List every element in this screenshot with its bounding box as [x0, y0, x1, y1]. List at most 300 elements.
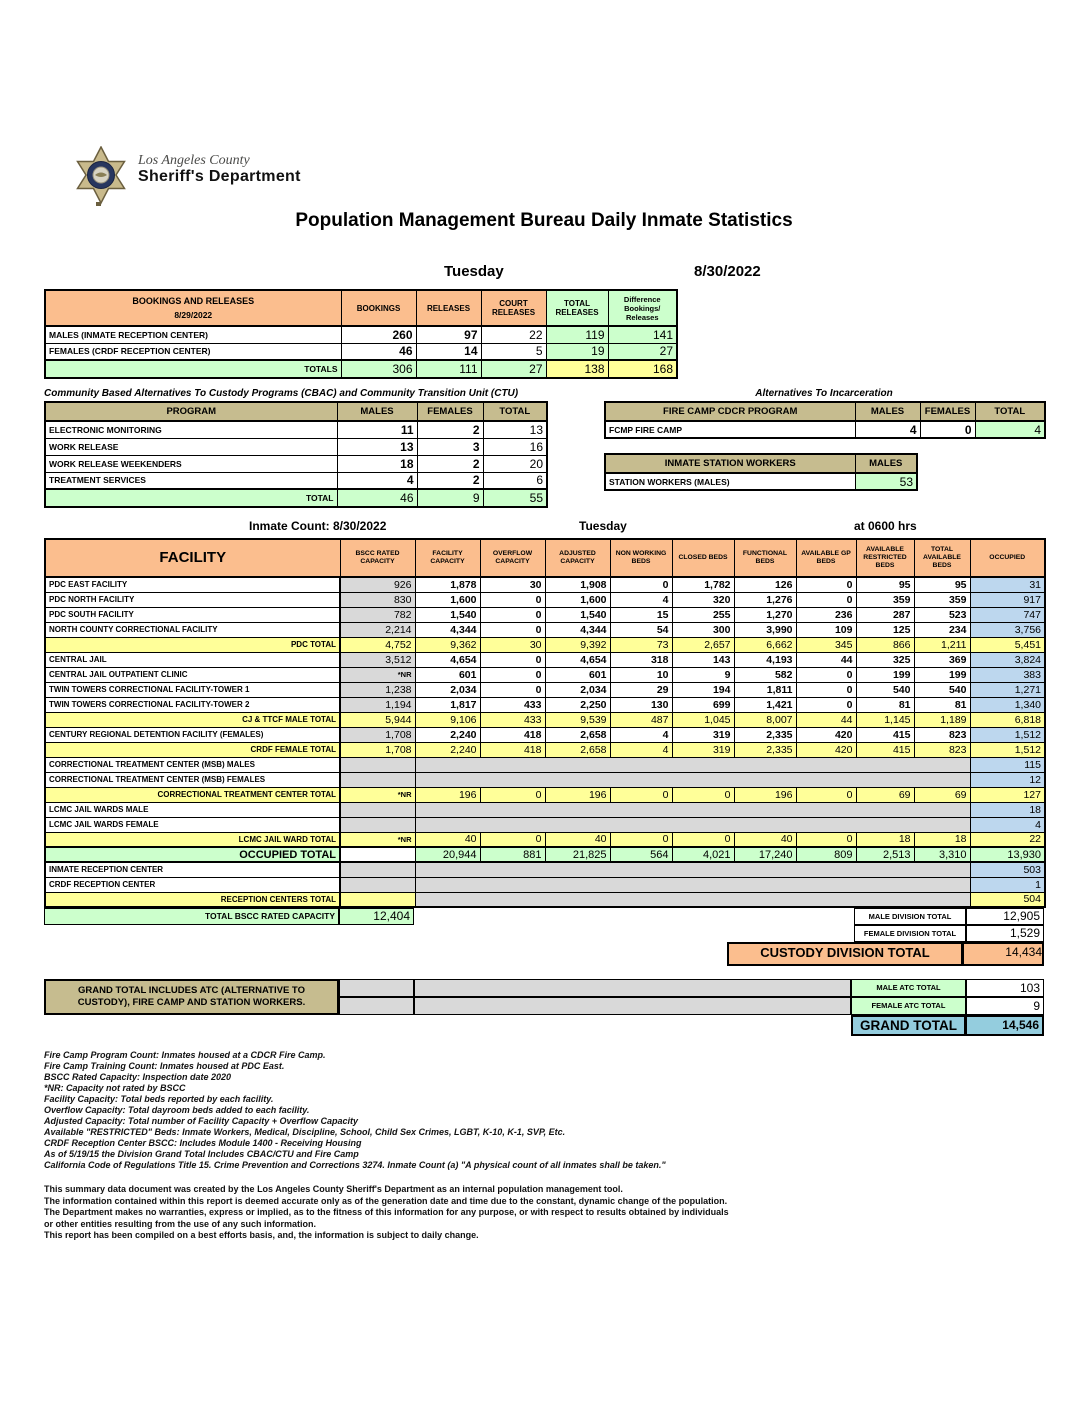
- facility-subtotal-cell: 69: [914, 787, 970, 802]
- facility-subtotal-cell: 1,145: [856, 712, 914, 727]
- facility-row: [45, 757, 1045, 772]
- facility-total-cell: 21,825: [545, 847, 610, 862]
- facility-merged-cell: [415, 802, 970, 817]
- facility-subtotal-row: [45, 712, 1045, 727]
- facility-subtotal-cell: 44: [796, 712, 856, 727]
- disclaimer-line: This summary data document was created by the Los Angeles County Sheriff's Department as an internal population management tool.: [44, 1184, 623, 1194]
- facility-cell: 0: [480, 682, 545, 697]
- facility-merged-cell: [415, 862, 970, 877]
- facility-cell: 4: [610, 592, 672, 607]
- facility-cell: 0: [796, 682, 856, 697]
- bookings-cell: 19: [546, 343, 608, 360]
- footnotes: [44, 1050, 1044, 1171]
- station-workers-label: STATION WORKERS (MALES): [605, 473, 855, 490]
- inmate-count-time: at 0600 hrs: [854, 519, 917, 533]
- facility-cell: 81: [856, 697, 914, 712]
- facility-header-row: [45, 539, 1045, 577]
- facility-cell: 601: [545, 667, 610, 682]
- facility-subtotal-cell: 0: [480, 832, 545, 847]
- facility-cell: 1,271: [970, 682, 1045, 697]
- facility-name: PDC SOUTH FACILITY: [45, 607, 340, 622]
- bookings-cell: 119: [546, 326, 608, 343]
- cbac-row: [45, 421, 547, 438]
- facility-total-cell: 2,513: [856, 847, 914, 862]
- facility-subtotal-cell: 40: [734, 832, 796, 847]
- facility-name: NORTH COUNTY CORRECTIONAL FACILITY: [45, 622, 340, 637]
- facility-subtotal-cell: 196: [415, 787, 480, 802]
- facility-cell: 1,811: [734, 682, 796, 697]
- cbac-cell: 13: [483, 421, 547, 438]
- facility-subtotal-cell: 4: [610, 742, 672, 757]
- cbac-cell: 13: [337, 438, 417, 455]
- bookings-cell: 5: [481, 343, 546, 360]
- facility-cell: 0: [480, 607, 545, 622]
- facility-name: PDC EAST FACILITY: [45, 577, 340, 592]
- facility-row: [45, 577, 1045, 592]
- col-females: FEMALES: [920, 402, 975, 421]
- facility-subtotal-cell: 8,007: [734, 712, 796, 727]
- facility-subtotal-cell: *NR: [340, 787, 415, 802]
- facility-cell: 300: [672, 622, 734, 637]
- cbac-header-row: [45, 402, 547, 421]
- grand-total-value: 14,546: [966, 1015, 1044, 1036]
- cbac-cell: 18: [337, 455, 417, 472]
- facility-cell: 54: [610, 622, 672, 637]
- facility-subtotal-row: [45, 892, 1045, 907]
- facility-row: [45, 862, 1045, 877]
- cbac-total-row: [45, 489, 547, 507]
- female-atc-total-value: 9: [966, 997, 1044, 1015]
- facility-cell: 4,193: [734, 652, 796, 667]
- facility-subtotal-cell: 22: [970, 832, 1045, 847]
- facility-cell: 1,708: [340, 727, 415, 742]
- facility-cell: 415: [856, 727, 914, 742]
- sheriff-badge-icon: [72, 146, 130, 208]
- facility-cell: 2,034: [545, 682, 610, 697]
- facility-cell: 420: [796, 727, 856, 742]
- facility-cell: 369: [914, 652, 970, 667]
- grand-total-label: GRAND TOTAL: [851, 1015, 966, 1036]
- facility-cell: 523: [914, 607, 970, 622]
- facility-cell: [340, 757, 415, 772]
- bscc-capacity-row: [44, 908, 1044, 925]
- col-functional-beds: FUNCTIONAL BEDS: [734, 539, 796, 577]
- facility-total-label: OCCUPIED TOTAL: [45, 847, 340, 862]
- col-facility: FACILITY: [45, 539, 340, 577]
- facility-cell: 287: [856, 607, 914, 622]
- fire-camp-total: 4: [975, 421, 1045, 438]
- spacer: [414, 908, 854, 925]
- footnote-line: Fire Camp Training Count: Inmates housed at PDC East.: [44, 1061, 285, 1071]
- cbac-cell: 6: [483, 472, 547, 489]
- cbac-cell: 4: [337, 472, 417, 489]
- female-atc-total-label: FEMALE ATC TOTAL: [851, 997, 966, 1015]
- facility-cell: 3,512: [340, 652, 415, 667]
- facility-cell: 433: [480, 697, 545, 712]
- cbac-cell: 2: [417, 421, 483, 438]
- facility-total-cell: 881: [480, 847, 545, 862]
- agency-county-text: Los Angeles County: [138, 153, 250, 168]
- facility-cell: 0: [796, 697, 856, 712]
- bookings-section: [44, 289, 678, 379]
- facility-cell: 1,276: [734, 592, 796, 607]
- facility-name: INMATE RECEPTION CENTER: [45, 862, 340, 877]
- facility-cell: 3,756: [970, 622, 1045, 637]
- cbac-cell: 11: [337, 421, 417, 438]
- facility-cell: 0: [796, 577, 856, 592]
- facility-row: [45, 697, 1045, 712]
- grand-total-note-line1: GRAND TOTAL INCLUDES ATC (ALTERNATIVE TO: [78, 985, 305, 997]
- facility-subtotal-label: CRDF FEMALE TOTAL: [45, 742, 340, 757]
- footnote-line: Available "RESTRICTED" Beds: Inmate Workers, Medical, Discipline, School, Child Sex Crimes, LGBT, K-10, K-1, SVP, Etc.: [44, 1127, 566, 1137]
- female-division-total-value: 1,529: [966, 925, 1044, 942]
- facility-subtotal-cell: 69: [856, 787, 914, 802]
- cbac-row: [45, 455, 547, 472]
- bookings-total-cell: 306: [341, 360, 416, 378]
- facility-cell: 2,034: [415, 682, 480, 697]
- facility-cell: 1,782: [672, 577, 734, 592]
- custody-division-row: [44, 942, 1044, 966]
- custody-division-total-value: 14,434: [963, 942, 1044, 966]
- cbac-program-label: ELECTRONIC MONITORING: [45, 421, 337, 438]
- facility-subtotal-cell: 415: [856, 742, 914, 757]
- facility-name: CENTRAL JAIL: [45, 652, 340, 667]
- bookings-cell: 22: [481, 326, 546, 343]
- col-facility-capacity: FACILITY CAPACITY: [415, 539, 480, 577]
- facility-subtotal-label: LCMC JAIL WARD TOTAL: [45, 832, 340, 847]
- facility-subtotal-label: CJ & TTCF MALE TOTAL: [45, 712, 340, 727]
- facility-cell: 194: [672, 682, 734, 697]
- facility-subtotal-cell: 30: [480, 637, 545, 652]
- facility-subtotal-cell: 823: [914, 742, 970, 757]
- facility-total-cell: 564: [610, 847, 672, 862]
- facility-cell: 4,654: [415, 652, 480, 667]
- bookings-title: BOOKINGS AND RELEASES: [132, 296, 255, 306]
- facility-occupied-cell: 18: [970, 802, 1045, 817]
- cbac-total-label: TOTAL: [45, 489, 337, 507]
- facility-merged-cell: [415, 757, 970, 772]
- facility-cell: 126: [734, 577, 796, 592]
- facility-cell: 319: [672, 727, 734, 742]
- facility-cell: 1,540: [545, 607, 610, 622]
- facility-name: CORRECTIONAL TREATMENT CENTER (MSB) FEMALES: [45, 772, 340, 787]
- facility-cell: 95: [914, 577, 970, 592]
- inmate-count-day: Tuesday: [579, 519, 627, 533]
- facility-subtotal-cell: 0: [480, 787, 545, 802]
- facility-name: TWIN TOWERS CORRECTIONAL FACILITY-TOWER 2: [45, 697, 340, 712]
- spacer: [44, 925, 854, 942]
- facility-total-cell: 13,930: [970, 847, 1045, 862]
- facility-subtotal-label: PDC TOTAL: [45, 637, 340, 652]
- facility-merged-cell: [415, 817, 970, 832]
- fire-camp-table: [604, 401, 1046, 439]
- grand-gray-span: [414, 997, 851, 1015]
- facility-cell: 4,344: [545, 622, 610, 637]
- facility-total-cell: 3,310: [914, 847, 970, 862]
- bscc-capacity-value: 12,404: [339, 908, 414, 925]
- facility-cell: 0: [480, 652, 545, 667]
- facility-occupied-cell: 504: [970, 892, 1045, 907]
- col-males: MALES: [337, 402, 417, 421]
- col-total-available-beds: TOTAL AVAILABLE BEDS: [914, 539, 970, 577]
- facility-cell: 0: [796, 667, 856, 682]
- facility-subtotal-cell: 6,662: [734, 637, 796, 652]
- facility-cell: 2,335: [734, 727, 796, 742]
- grand-gray-cell: [339, 997, 414, 1015]
- facility-subtotal-cell: 1,189: [914, 712, 970, 727]
- facility-occupied-cell: 1: [970, 877, 1045, 892]
- facility-cell: 0: [610, 577, 672, 592]
- facility-row: [45, 817, 1045, 832]
- facility-cell: 3,824: [970, 652, 1045, 667]
- col-releases: RELEASES: [416, 290, 481, 326]
- facility-cell: 236: [796, 607, 856, 622]
- bookings-row: [45, 326, 677, 343]
- col-court-releases: COURT RELEASES: [481, 290, 546, 326]
- station-workers-row: [605, 473, 917, 490]
- bookings-date: 8/29/2022: [174, 310, 213, 320]
- cbac-total-cell: 46: [337, 489, 417, 507]
- facility-subtotal-cell: 196: [734, 787, 796, 802]
- facility-cell: 2,250: [545, 697, 610, 712]
- cbac-cell: 20: [483, 455, 547, 472]
- footnote-line: Overflow Capacity: Total dayroom beds added to each facility.: [44, 1105, 310, 1115]
- facility-table: [44, 538, 1046, 908]
- facility-cell: 823: [914, 727, 970, 742]
- facility-merged-cell: [415, 772, 970, 787]
- col-available-gp-beds: AVAILABLE GP BEDS: [796, 539, 856, 577]
- cbac-total-cell: 55: [483, 489, 547, 507]
- facility-cell: 318: [610, 652, 672, 667]
- facility-cell: 1,270: [734, 607, 796, 622]
- facility-name: CENTRAL JAIL OUTPATIENT CLINIC: [45, 667, 340, 682]
- bookings-row-label: FEMALES (CRDF RECEPTION CENTER): [45, 343, 341, 360]
- facility-subtotal-cell: 433: [480, 712, 545, 727]
- facility-cell: 199: [856, 667, 914, 682]
- report-day: Tuesday: [444, 263, 504, 280]
- facility-subtotal-cell: 0: [610, 832, 672, 847]
- facility-row: [45, 592, 1045, 607]
- male-atc-total-value: 103: [966, 979, 1044, 997]
- facility-cell: 10: [610, 667, 672, 682]
- facility-cell: 9: [672, 667, 734, 682]
- bookings-header-row: [45, 290, 677, 326]
- report-day-date: [44, 263, 1044, 283]
- report-date: 8/30/2022: [694, 263, 761, 280]
- facility-cell: 1,194: [340, 697, 415, 712]
- facility-name: LCMC JAIL WARDS MALE: [45, 802, 340, 817]
- facility-cell: 582: [734, 667, 796, 682]
- facility-row: [45, 727, 1045, 742]
- facility-occupied-cell: 4: [970, 817, 1045, 832]
- custody-division-total-label: CUSTODY DIVISION TOTAL: [727, 942, 963, 966]
- facility-cell: 234: [914, 622, 970, 637]
- facility-subtotal-row: [45, 742, 1045, 757]
- col-difference: Difference Bookings/ Releases: [608, 290, 677, 326]
- facility-cell: 0: [480, 622, 545, 637]
- facility-cell: 540: [856, 682, 914, 697]
- facility-subtotal-cell: 9,362: [415, 637, 480, 652]
- facility-cell: 0: [480, 667, 545, 682]
- facility-subtotal-cell: 18: [856, 832, 914, 847]
- facility-occupied-total-row: [45, 847, 1045, 862]
- facility-cell: 4,344: [415, 622, 480, 637]
- bookings-row-label: MALES (INMATE RECEPTION CENTER): [45, 326, 341, 343]
- footnote-line: *NR: Capacity not rated by BSCC: [44, 1083, 186, 1093]
- cbac-cell: 2: [417, 472, 483, 489]
- facility-cell: 1,600: [545, 592, 610, 607]
- spacer: [44, 942, 727, 966]
- facility-subtotal-cell: 1,045: [672, 712, 734, 727]
- grand-gray-cell: [339, 979, 414, 997]
- facility-subtotal-cell: 319: [672, 742, 734, 757]
- bookings-cell: 141: [608, 326, 677, 343]
- facility-cell: 2,240: [415, 727, 480, 742]
- ati-section: [604, 388, 1044, 508]
- facility-subtotal-cell: 9,539: [545, 712, 610, 727]
- facility-cell: 540: [914, 682, 970, 697]
- facility-subtotal-cell: 5,944: [340, 712, 415, 727]
- facility-name: LCMC JAIL WARDS FEMALE: [45, 817, 340, 832]
- facility-subtotal-cell: 866: [856, 637, 914, 652]
- facility-row: [45, 772, 1045, 787]
- grand-total-note: [44, 979, 339, 1015]
- facility-cell: 15: [610, 607, 672, 622]
- col-fire-camp-program: FIRE CAMP CDCR PROGRAM: [605, 402, 855, 421]
- facility-subtotal-cell: 0: [796, 787, 856, 802]
- bookings-totals-row: [45, 360, 677, 378]
- facility-cell: 2,214: [340, 622, 415, 637]
- facility-subtotal-cell: 0: [610, 787, 672, 802]
- footnote-line: Facility Capacity: Total beds reported by each facility.: [44, 1094, 274, 1104]
- facility-subtotal-cell: 0: [672, 832, 734, 847]
- facility-cell: 31: [970, 577, 1045, 592]
- facility-subtotal-cell: 196: [545, 787, 610, 802]
- col-males: MALES: [855, 454, 917, 473]
- facility-subtotal-cell: 2,658: [545, 742, 610, 757]
- facility-cell: 325: [856, 652, 914, 667]
- spacer: [44, 1015, 339, 1036]
- col-available-restricted-beds: AVAILABLE RESTRICTED BEDS: [856, 539, 914, 577]
- disclaimer-line: or other entities resulting from the use of any such information.: [44, 1218, 317, 1229]
- facility-cell: 30: [480, 577, 545, 592]
- col-females: FEMALES: [417, 402, 483, 421]
- cbac-program-label: WORK RELEASE: [45, 438, 337, 455]
- agency-department-text: Sheriff's Department: [138, 167, 301, 185]
- fire-camp-males: 4: [855, 421, 920, 438]
- facility-cell: 830: [340, 592, 415, 607]
- facility-cell: 3,990: [734, 622, 796, 637]
- bookings-total-cell: 168: [608, 360, 677, 378]
- footnote-line: As of 5/19/15 the Division Grand Total Includes CBAC/CTU and Fire Camp: [44, 1149, 359, 1159]
- bookings-total-cell: 27: [481, 360, 546, 378]
- cbac-cell: 2: [417, 455, 483, 472]
- facility-cell: 1,238: [340, 682, 415, 697]
- facility-total-cell: 20,944: [415, 847, 480, 862]
- bookings-table: [44, 289, 678, 379]
- col-closed-beds: CLOSED BEDS: [672, 539, 734, 577]
- facility-cell: 601: [415, 667, 480, 682]
- facility-cell: 926: [340, 577, 415, 592]
- facility-row: [45, 607, 1045, 622]
- facility-cell: [340, 802, 415, 817]
- facility-cell: 1,421: [734, 697, 796, 712]
- facility-row: [45, 667, 1045, 682]
- bscc-capacity-label: TOTAL BSCC RATED CAPACITY: [44, 908, 339, 925]
- facility-occupied-cell: 115: [970, 757, 1045, 772]
- col-non-working-beds: NON WORKING BEDS: [610, 539, 672, 577]
- facility-subtotal-cell: 9,392: [545, 637, 610, 652]
- facility-cell: 130: [610, 697, 672, 712]
- facility-cell: 359: [856, 592, 914, 607]
- facility-subtotal-cell: 5,451: [970, 637, 1045, 652]
- inmate-count-date: Inmate Count: 8/30/2022: [249, 519, 387, 533]
- facility-subtotal-cell: 1,708: [340, 742, 415, 757]
- facility-cell: [340, 817, 415, 832]
- facility-cell: 1,817: [415, 697, 480, 712]
- facility-total-label: RECEPTION CENTERS TOTAL: [45, 892, 340, 907]
- facility-subtotal-cell: 1,211: [914, 637, 970, 652]
- col-total-releases: TOTAL RELEASES: [546, 290, 608, 326]
- facility-cell: 699: [672, 697, 734, 712]
- facility-cell: 917: [970, 592, 1045, 607]
- facility-cell: 383: [970, 667, 1045, 682]
- facility-row: [45, 652, 1045, 667]
- facility-cell: 199: [914, 667, 970, 682]
- facility-subtotal-cell: 487: [610, 712, 672, 727]
- facility-section: [44, 538, 1044, 1242]
- facility-cell: [340, 772, 415, 787]
- bookings-header-title: [45, 290, 341, 326]
- facility-cell: 95: [856, 577, 914, 592]
- col-adjusted-capacity: ADJUSTED CAPACITY: [545, 539, 610, 577]
- facility-subtotal-row: [45, 787, 1045, 802]
- disclaimer-line: This report has been compiled on a best efforts basis, and, the information is subject to daily change.: [44, 1230, 479, 1240]
- facility-name: PDC NORTH FACILITY: [45, 592, 340, 607]
- facility-occupied-cell: 12: [970, 772, 1045, 787]
- grand-total-section: [44, 979, 1044, 1036]
- facility-subtotal-cell: 2,335: [734, 742, 796, 757]
- fire-camp-row: [605, 421, 1045, 438]
- col-overflow-capacity: OVERFLOW CAPACITY: [480, 539, 545, 577]
- grand-gray-span: [414, 979, 851, 997]
- facility-subtotal-cell: 6,818: [970, 712, 1045, 727]
- ati-title: Alternatives To Incarceration: [755, 388, 893, 399]
- facility-cell: 320: [672, 592, 734, 607]
- facility-merged-cell: [415, 892, 970, 907]
- fire-camp-females: 0: [920, 421, 975, 438]
- facility-cell: 0: [796, 592, 856, 607]
- disclaimer-line: The Department makes no warranties, express or implied, as to the fitness of this information for any purpose, or with respect to results obtained by individuals: [44, 1207, 729, 1217]
- cbac-cell: 16: [483, 438, 547, 455]
- facility-subtotal-cell: 0: [796, 832, 856, 847]
- cbac-row: [45, 438, 547, 455]
- facility-merged-cell: [415, 877, 970, 892]
- facility-name: CRDF RECEPTION CENTER: [45, 877, 340, 892]
- facility-total-cell: 809: [796, 847, 856, 862]
- facility-row: [45, 802, 1045, 817]
- facility-cell: 359: [914, 592, 970, 607]
- facility-name: TWIN TOWERS CORRECTIONAL FACILITY-TOWER 1: [45, 682, 340, 697]
- facility-row: [45, 877, 1045, 892]
- facility-cell: 0: [480, 592, 545, 607]
- facility-total-cell: 4,021: [672, 847, 734, 862]
- cbac-total-cell: 9: [417, 489, 483, 507]
- facility-cell: 4,654: [545, 652, 610, 667]
- facility-cell: 747: [970, 607, 1045, 622]
- male-division-total-label: MALE DIVISION TOTAL: [854, 908, 966, 925]
- facility-cell: [340, 877, 415, 892]
